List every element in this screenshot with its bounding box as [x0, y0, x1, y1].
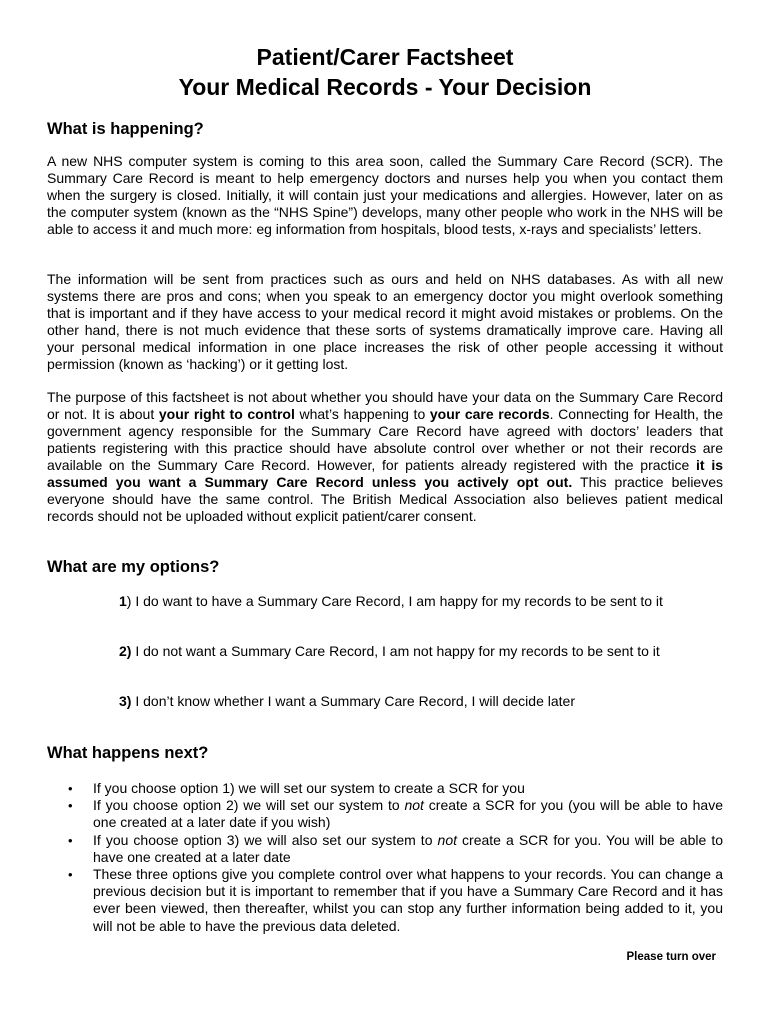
bullet-icon: • [68, 781, 73, 796]
list-item [47, 866, 723, 935]
option-3-text: I don’t know whether I want a Summary Care Record, I will decide later [131, 693, 575, 709]
purpose-bold-opt-out: it is assumed you want a Summary Care Record unless you actively opt out. [47, 457, 724, 490]
bullet-text-post: create a SCR for you. You will be able to have one created at a later date [93, 831, 723, 865]
purpose-bold-care-records: your care records [429, 406, 550, 422]
purpose-bold-right-to-control: your right to control [158, 406, 295, 422]
option-3 [119, 693, 739, 710]
bullet-emphasis: not [404, 797, 424, 814]
bullet-text-post: create a SCR for you (you will be able to have one created at a later date if you wish) [93, 797, 723, 831]
purpose-text-e: . Connecting for Health, the government agency responsible for the Summary Care Record have agreed with doctors’ leaders that patients registering with this practice should have absolute control over whether or not their records are available on the Summary Care Record. However, for patients already registered with the practice [47, 406, 724, 473]
section-heading-next: What happens next? [47, 744, 209, 762]
option-1-number: 1 [119, 593, 127, 609]
list-item [47, 780, 723, 797]
bullet-text: These three options give you complete control over what happens to your records. You can change a previous decision but it is important to remember that if you have a Summary Care Record and it has ever been viewed, then thereafter, whilst you can stop any further information being added to it, you will not be able to have the previous data deleted. [93, 866, 723, 934]
bullet-emphasis: not [437, 831, 457, 848]
bullet-text-pre: If you choose option 2) we will set our system to [93, 797, 405, 814]
bullet-icon: • [68, 798, 73, 814]
list-item [47, 832, 723, 866]
bullet-icon: • [68, 867, 73, 883]
option-3-number: 3) [119, 693, 132, 709]
option-1-paren: ) [126, 593, 132, 609]
option-1 [119, 593, 739, 610]
purpose-text-c: what’s happening to [294, 406, 430, 422]
next-steps-list [47, 780, 723, 935]
option-1-text: I do want to have a Summary Care Record, I am happy for my records to be sent to it [131, 593, 663, 609]
bullet-text-pre: If you choose option 3) we will also set our system to [93, 831, 438, 848]
bullet-text: If you choose option 1) we will set our system to create a SCR for you [93, 780, 525, 796]
paragraph-purpose [47, 389, 723, 525]
section-heading-options: What are my options? [47, 558, 220, 576]
page-title: Patient/Carer Factsheet [256, 44, 514, 70]
option-2-number: 2) [119, 643, 132, 659]
section-heading-what-is-happening: What is happening? [47, 120, 204, 138]
please-turn-over-note: Please turn over [626, 951, 716, 963]
purpose-text-g: This practice believes everyone should have the same control. The British Medical Association also believes patient medical records should not be uploaded without explicit patient/carer consent. [47, 474, 724, 524]
purpose-text-a: The purpose of this factsheet is not about whether you should have your data on the Summary Care Record or not. It is about [47, 389, 723, 422]
option-2-text: I do not want a Summary Care Record, I am not happy for my records to be sent to it [131, 643, 660, 659]
option-2 [119, 643, 739, 660]
bullet-icon: • [68, 832, 73, 848]
paragraph-intro: A new NHS computer system is coming to this area soon, called the Summary Care Record (SCR). The Summary Care Record is meant to help emergency doctors and nurses help you when you contact them when the surgery is closed. Initially, it will contain just your medications and allergies. However, later on as the computer system (known as the “NHS Spine”) develops, many other people who work in the NHS will be able to access it and much more: eg information from hospitals, blood tests, x-rays and specialists’ letters. [47, 153, 723, 237]
list-item [47, 797, 723, 831]
paragraph-pros-cons: The information will be sent from practices such as ours and held on NHS databases. As with all new systems there are pros and cons; when you speak to an emergency doctor you might overlook something that is important and if they have access to your medical record it might avoid mistakes or problems. On the other hand, there is not much evidence that these sorts of systems dramatically improve care. Having all your personal medical information in one place increases the risk of other people accessing it without permission (known as ‘hacking’) or it getting lost. [47, 271, 723, 372]
page-subtitle: Your Medical Records - Your Decision [178, 74, 592, 100]
